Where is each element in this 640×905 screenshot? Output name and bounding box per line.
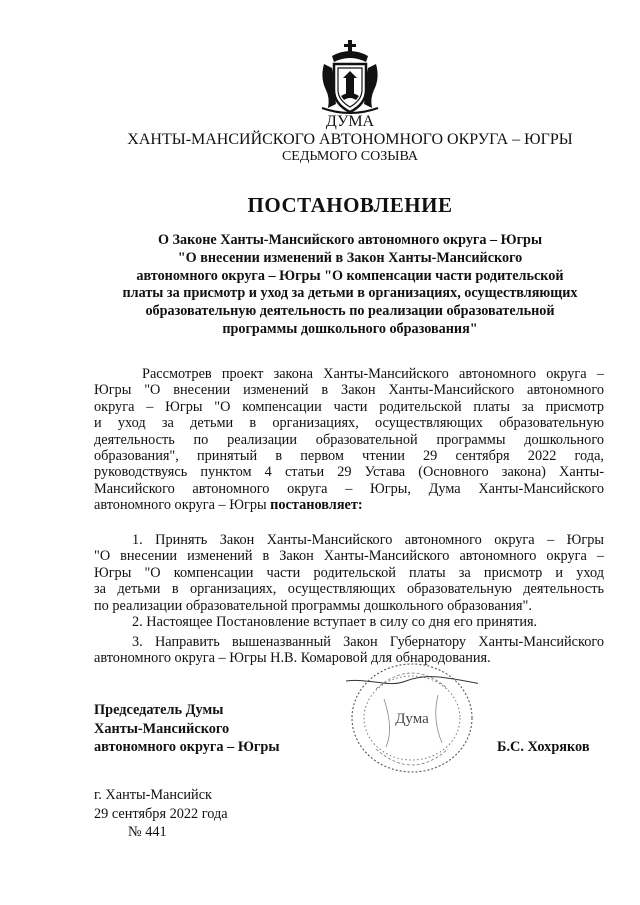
- paragraph-line: Рассмотрев проект закона Ханты-Мансийского автономного округа –: [142, 366, 604, 382]
- title-line: О Законе Ханты-Мансийского автономного округа – Югры: [157, 232, 543, 248]
- resolves-word: постановляет:: [270, 497, 363, 514]
- coat-of-arms-icon: [318, 38, 382, 116]
- official-stamp: [346, 659, 478, 777]
- document-title: [100, 232, 600, 339]
- date: 29 сентября 2022 года: [94, 805, 228, 822]
- title-line: "О внесении изменений в Закон Ханты-Мансийского: [177, 249, 523, 266]
- paragraph-line: Мансийского автономного округа – Югры, Дума Ханты-Мансийского: [94, 480, 604, 497]
- position-line: Председатель Думы: [94, 702, 224, 718]
- parliament-name: ДУМА: [325, 113, 375, 130]
- item-2: [94, 614, 604, 630]
- stamp-text: Дума: [395, 711, 429, 727]
- paragraph-line: Югры "О внесении изменений в Закон Ханты-Мансийского автономного: [94, 382, 604, 399]
- region-name: ХАНТЫ-МАНСИЙСКОГО АВТОНОМНОГО ОКРУГА – ЮГРЫ: [127, 131, 573, 148]
- paragraph-line: "О внесении изменений в Закон Ханты-Мансийского автономного округа –: [94, 548, 604, 565]
- position-line: Ханты-Мансийского: [94, 720, 230, 737]
- paragraph-line: [94, 497, 604, 513]
- paragraph-line: деятельность по реализации образовательной программы дошкольного: [94, 431, 604, 448]
- paragraph-line: за детьми в организациях, осуществляющих образовательную деятельность: [94, 581, 604, 598]
- signatory-position: [94, 701, 280, 757]
- signatory-name: Б.С. Хохряков: [497, 739, 590, 755]
- paragraph-line: 2. Настоящее Постановление вступает в силу со дня его принятия.: [132, 614, 538, 630]
- paragraph-line: 3. Направить вышеназванный Закон Губернатору Ханты-Мансийского: [132, 634, 604, 650]
- title-line: программы дошкольного образования": [222, 320, 478, 337]
- title-line: автономного округа – Югры "О компенсации части родительской: [136, 267, 564, 284]
- convocation: СЕДЬМОГО СОЗЫВА: [281, 149, 419, 164]
- paragraph-line: и уход за детьми в организациях, осуществляющих образовательную: [94, 415, 604, 432]
- item-1: [94, 532, 604, 614]
- position-line: автономного округа – Югры: [94, 739, 280, 755]
- paragraph-line: по реализации образовательной программы дошкольного образования".: [94, 597, 532, 614]
- intro-last-text: автономного округа – Югры: [94, 497, 271, 514]
- paragraph-line: 1. Принять Закон Ханты-Мансийского автономного округа – Югры: [132, 532, 604, 548]
- title-line: платы за присмотр и уход за детьми в организациях, осуществляющих: [122, 285, 578, 302]
- paragraph-line: руководствуясь пунктом 4 статьи 29 Устава (Основного закона) Ханты-: [94, 464, 604, 481]
- document-number: № 441: [128, 824, 167, 840]
- paragraph-line: округа – Югры "О компенсации части родительской платы за присмотр: [94, 398, 604, 415]
- city: г. Ханты-Мансийск: [94, 787, 212, 803]
- paragraph-line: Югры "О компенсации части родительской платы за присмотр и уход: [94, 564, 604, 581]
- title-line: образовательную деятельность по реализации образовательной: [145, 303, 555, 320]
- paragraph-line: образования", принятый в первом чтении 29 сентября 2022 года,: [94, 448, 604, 465]
- intro-paragraph: [94, 366, 604, 514]
- document-footer: [94, 786, 228, 842]
- paragraph-line: автономного округа – Югры Н.В. Комаровой для обнародования.: [94, 650, 491, 667]
- document-type: ПОСТАНОВЛЕНИЕ: [247, 193, 453, 217]
